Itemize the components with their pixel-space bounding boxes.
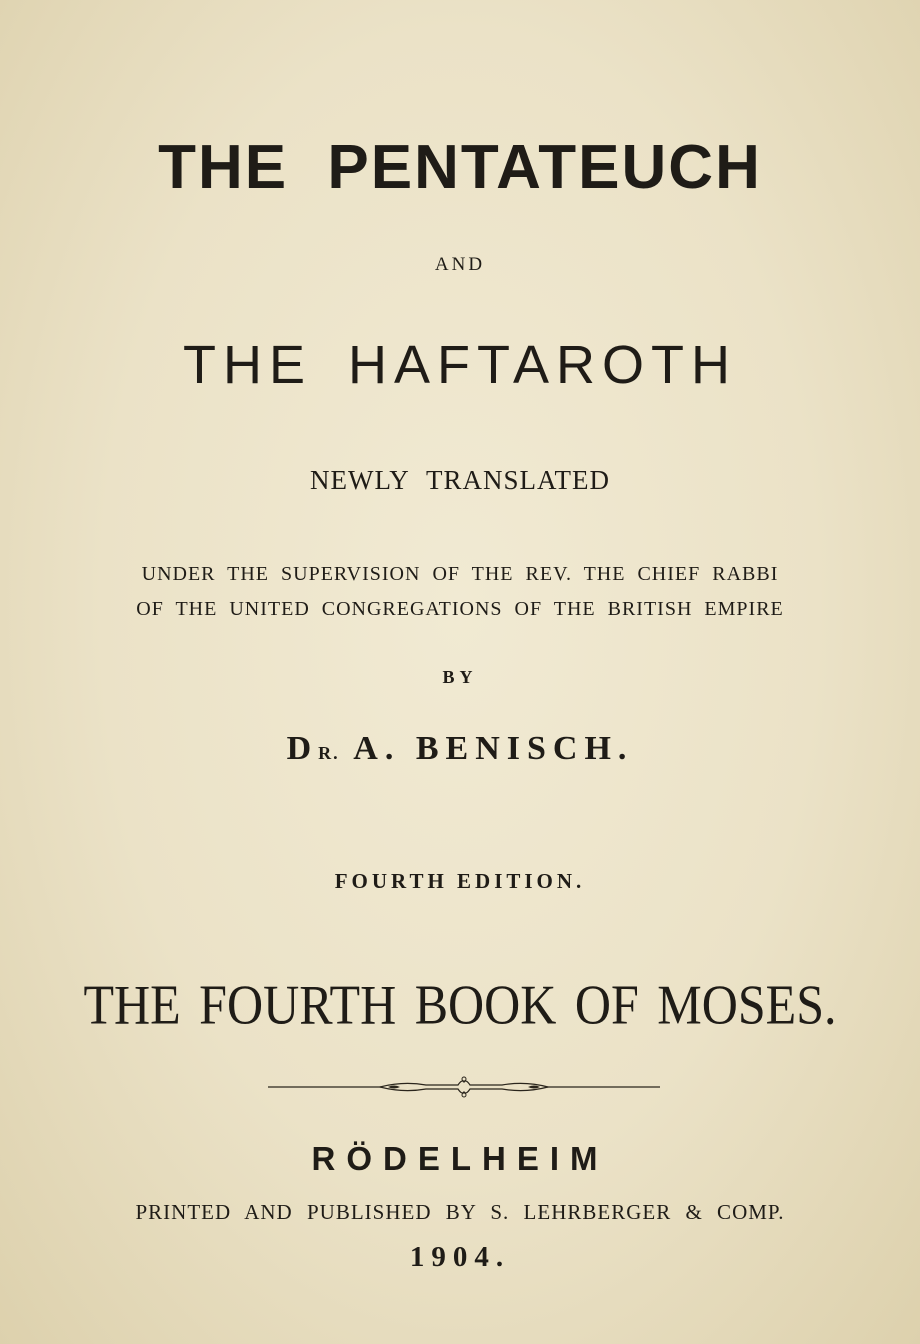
author-prefix-r: R. [318, 743, 340, 763]
second-title: THE HAFTAROTH [183, 335, 737, 395]
translation-note: NEWLY TRANSLATED [309, 465, 611, 495]
publication-place: RÖDELHEIM [311, 1140, 609, 1177]
ornamental-rule-icon [268, 1075, 660, 1099]
author-name: A. BENISCH. [353, 730, 634, 767]
author-prefix-d: D [286, 730, 319, 767]
main-title: THE PENTATEUCH [158, 133, 762, 202]
supervision-line-1: UNDER THE SUPERVISION OF THE REV. THE CHIEF RABBI [141, 563, 779, 585]
edition: FOURTH EDITION. [334, 869, 586, 893]
publication-year: 1904. [409, 1241, 511, 1273]
supervision-line-2: OF THE UNITED CONGREGATIONS OF THE BRITISH EMPIRE [136, 598, 784, 620]
by-label: BY [442, 667, 478, 687]
publisher: PRINTED AND PUBLISHED BY S. LEHRBERGER & COMP. [135, 1200, 785, 1224]
book-title: THE FOURTH BOOK OF MOSES. [83, 973, 837, 1036]
conjunction-and: AND [434, 254, 486, 275]
author [0, 730, 920, 768]
